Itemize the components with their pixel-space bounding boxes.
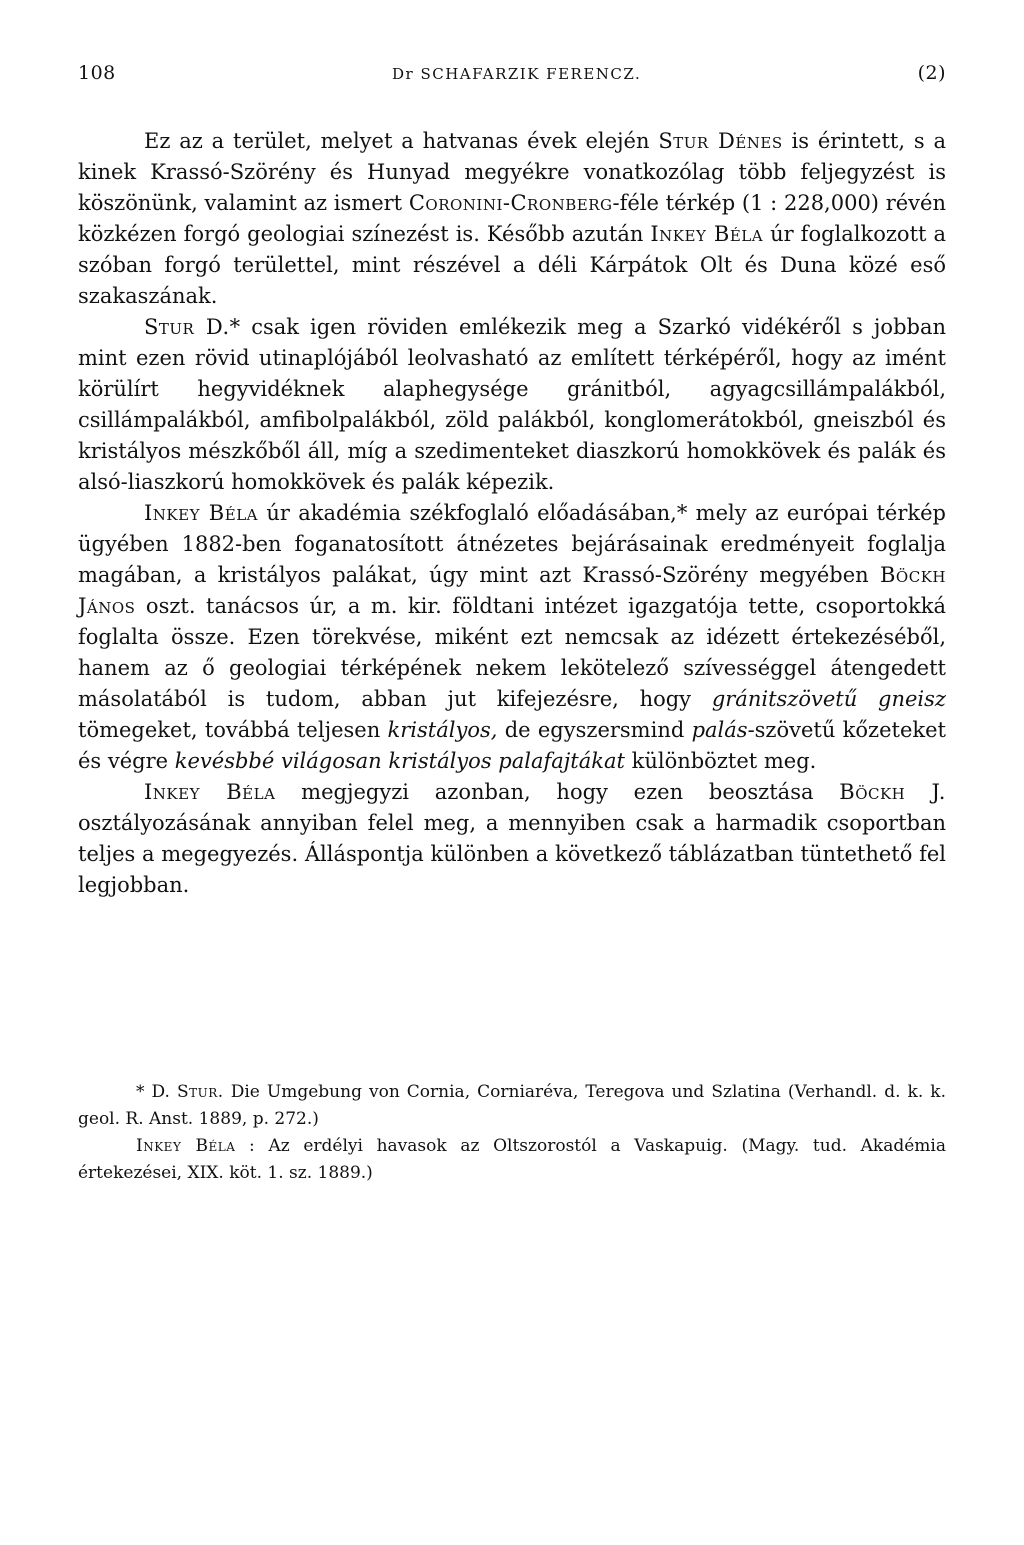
text-run: oszt. tanácsos úr, a m. kir. földtani intézet igazgatója tette, csoportokká foglalta össze. Ezen törekvése, miként ezt nemcsak az idézett értekezéséből, hanem az ő geologiai térképének nekem lekötelező szívességgel átengedett másolatából is tudom, abban jut kifejezésre, hogy	[78, 594, 946, 711]
small-caps-name: Inkey Béla	[144, 780, 276, 804]
text-run: különböztet meg.	[624, 749, 817, 773]
body-text	[78, 126, 946, 901]
running-header	[78, 62, 946, 84]
text-run: úr akadémia székfoglaló előadásában,* mely az európai térkép ügyében 1882-ben foganatosított átnézetes bejárásainak eredményeit foglalja magában, a kristályos palákat, úgy mint azt Krassó-Szörény megyében	[78, 501, 946, 587]
small-caps-name: Inkey Béla	[650, 222, 764, 246]
text-run: -szövetű kőzeteket és végre	[78, 718, 946, 773]
paragraph	[78, 126, 946, 312]
paragraph	[78, 777, 946, 901]
text-run: tömegeket, továbbá teljesen	[78, 718, 388, 742]
text-run: de egyszersmind	[497, 718, 692, 742]
small-caps-name: Stur Dénes	[658, 129, 783, 153]
small-caps-name: Coronini-Cronberg	[408, 191, 613, 215]
italic-term: gránitszövetű gneisz	[711, 687, 946, 711]
italic-term: kristályos,	[387, 718, 498, 742]
text-run: Ez az a terület, melyet a hatvanas évek elején	[144, 129, 659, 153]
page-number: 108	[78, 62, 116, 84]
running-title: Dr SCHAFARZIK FERENCZ.	[392, 65, 642, 83]
small-caps-name: Inkey Béla	[136, 1136, 236, 1156]
paragraph	[78, 498, 946, 777]
text-run: úr foglalkozott a szóban forgó területtel, mint részével a déli Kárpátok Olt és Duna közé eső szakaszának.	[78, 222, 946, 308]
small-caps-name: Böckh J.	[839, 780, 946, 804]
text-run: megjegyzi azonban, hogy ezen beosztása	[275, 780, 840, 804]
text-run: * D.	[136, 1082, 177, 1102]
italic-term: kevésbbé világosan kristályos palafajtákat	[174, 749, 625, 773]
paragraph	[78, 312, 946, 498]
small-caps-name: Böckh János	[78, 563, 946, 618]
small-caps-name: Stur D.	[144, 315, 230, 339]
small-caps-name: Inkey Béla	[144, 501, 258, 525]
text-run: * csak igen röviden emlékezik meg a Szarkó vidékéről s jobban mint ezen rövid utinaplójából leolvasható az említett térképéről, hogy az imént körülírt hegyvidéknek alaphegysége gránitból, agyagcsillámpalákból, csillámpalákból, amfibolpalákból, zöld palákból, konglomerátokból, gneiszból és kristályos mészkőből áll, míg a szedimenteket diaszkorú homokkövek és palák és alsó-liaszkorú homokkövek és palák képezik.	[78, 315, 946, 494]
text-run: is érintett, s a kinek Krassó-Szörény és Hunyad megyékre vonatkozólag több feljegyzést is köszönünk, valamint az ismert	[78, 129, 947, 215]
section-number: (2)	[917, 62, 946, 84]
text-run: : Az erdélyi havasok az Oltszorostól a Vaskapuig. (Magy. tud. Akadémia értekezései, XIX. köt. 1. sz. 1889.)	[78, 1136, 946, 1183]
text-run: -féle térkép (1 : 228,000) révén közkézen forgó geologiai színezést is. Később azután	[78, 191, 947, 246]
footnote	[78, 1133, 946, 1187]
text-run: Die Umgebung von Cornia, Corniaréva, Teregova und Szlatina (Verhandl. d. k. k. geol. R. Anst. 1889, p. 272.)	[78, 1082, 946, 1129]
footnotes	[78, 1079, 946, 1187]
footnote	[78, 1079, 946, 1133]
italic-term: palás	[691, 718, 748, 742]
text-run: osztályozásának annyiban felel meg, a mennyiben csak a harmadik csoportban teljes a megegyezés. Álláspontja különben a következő táblázatban tüntethető fel legjobban.	[78, 811, 946, 897]
small-caps-name: Stur.	[177, 1082, 224, 1102]
